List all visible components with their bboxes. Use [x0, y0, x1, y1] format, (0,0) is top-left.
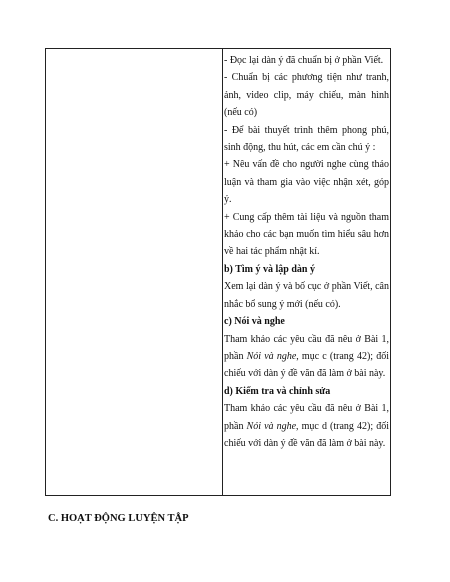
section-title: C. HOẠT ĐỘNG LUYỆN TẬP: [48, 513, 189, 524]
paragraph-c-italic: Nói và nghe: [246, 350, 297, 362]
right-cell: [224, 52, 389, 452]
line-review-outline: - Đọc lại dàn ý đã chuẩn bị ở phần Viết.: [224, 55, 384, 66]
paragraph-b: Xem lại dàn ý và bố cục ở phần Viết, cân nhắc bổ sung ý mới (nếu có).: [224, 281, 389, 310]
line-prepare-media: - Chuẩn bị các phương tiện như tranh, ảnh, video clip, máy chiếu, màn hình (nếu có): [224, 72, 389, 119]
paragraph-d-part1: Tham khảo các yêu cầu đã nêu ở Bài 1, phần: [224, 403, 389, 432]
heading-c: c) Nói và nghe: [224, 316, 285, 328]
paragraph-c-part2: , mục c (trang 42); đối chiếu với dàn ý đề văn đã làm ở bài này.: [224, 350, 389, 380]
paragraph-c: [224, 331, 389, 383]
line-tip-references: + Cung cấp thêm tài liệu và nguồn tham khảo cho các bạn muốn tìm hiểu sâu hơn về hai tác phẩm nhật kí.: [224, 211, 389, 258]
line-presentation-tips: - Để bài thuyết trình thêm phong phú, sinh động, thu hút, các em cần chú ý :: [224, 124, 389, 154]
paragraph-d-italic: Nói và nghe: [246, 420, 297, 432]
activity-table: [45, 48, 391, 496]
line-tip-discussion: + Nêu vấn đề cho người nghe cùng thảo luận và tham gia vào việc nhận xét, góp ý.: [224, 159, 389, 206]
column-divider: [222, 49, 223, 495]
paragraph-c-part1: Tham khảo các yêu cầu đã nêu ở Bài 1, phần: [224, 333, 389, 362]
paragraph-d-part2: , mục d (trang 42); đối chiếu với dàn ý đề văn đã làm ở bài này.: [224, 420, 389, 449]
heading-b: b) Tìm ý và lập dàn ý: [224, 263, 315, 275]
paragraph-d: [224, 400, 389, 452]
heading-d: d) Kiểm tra và chỉnh sửa: [224, 385, 331, 397]
